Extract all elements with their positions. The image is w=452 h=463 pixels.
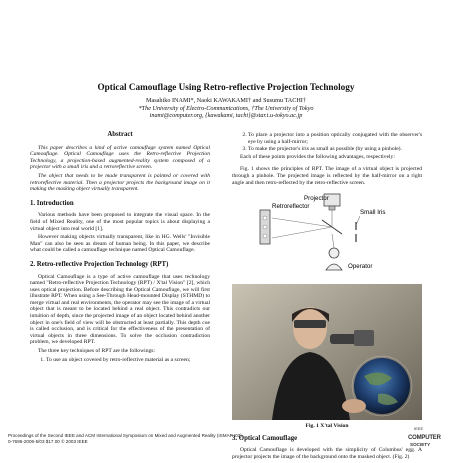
author-names: Masahiko INAMI*, Naoki KAWAKAMI† and Susumu TACHI†: [146, 97, 306, 104]
proceedings-footer: [8, 433, 388, 444]
small-iris-icon: [356, 216, 360, 242]
abstract-paragraph-1: This paper describes a kind of active camouflage system named Optical Camouflage. Optical Camouflage uses the Retro-reflective Projection Technology, a projection-based augmented-reality system composed of a projector with a small iris and a retroreflective screen.: [30, 144, 210, 171]
small-iris-label: Small Iris: [360, 209, 386, 217]
logo-line-ieee: IEEE: [414, 426, 424, 431]
ieee-computer-society-logo: [408, 420, 448, 448]
section-2-paragraph-2: The three key techniques of RPT are the followings:: [38, 348, 156, 355]
rpt-technique-list: [30, 357, 210, 364]
projector-label: Projector: [304, 195, 329, 203]
section-1-paragraph-2: However making objects virtually transparent, like in HG. Wells' "Invisible Man" can also be seen as dream of human being. In this paper, we describe what could be called a camouflage technique named Optical Camouflage.: [30, 234, 210, 254]
isbn-line: 0-7695-2006-5/03 $17.00 © 2003 IEEE: [8, 438, 88, 444]
author-affiliation: *The University of Electro-Communications, †The University of Tokyo: [138, 104, 314, 112]
xtal-vision-diagram: [232, 190, 422, 282]
section-2-paragraph-1: Optical Camouflage is a type of active camouflage that uses technology named "Retro-reflective Projection Technology (RPT) / X'tal Vision" [2], which uses optical projection. Before describing the Optical Camouflage, we will first illustrate RPT. When using a See-Through Head-mounted Display (STHMD) to merge virtual and real environments, the operator may see the image of a virtual object that is meant to be located behind a real object. This contradicts our intuition of depth, since the projected image of an object located behind another object in one's field of view will be obstructed at least partially. This depth cue is called occlusion, and is critical for the effectiveness of the presentation of virtual objects in three dimensions. To solve the occlusion contradiction problem, we developed RPT.: [30, 273, 210, 346]
section-2-heading: 2. Retro-reflective Projection Technology (RPT): [30, 260, 169, 268]
section-2-paragraph-4: Fig. 1 shows the principles of RPT. The image of a virtual object is projected through a pinhole. The projected image is reflected by the half-mirror on a right angle and then retro-reflected by the retro-reflective screen.: [232, 166, 422, 186]
figure-1-caption: Fig. 1 X'tal Vision: [305, 423, 349, 430]
abstract-paragraph-2: The object that needs to be made transparent is painted or covered with retroreflective material. Then a projector projects the background image on it making the masking object virtually transparent.: [30, 172, 210, 193]
section-3-paragraph-1: Optical Camouflage is developed with the simplicity of Columbus' egg. A projector projects the image of the background onto the masked object. (Fig. 2): [232, 447, 422, 460]
operator-label: Operator: [348, 263, 373, 271]
author-block: [40, 97, 412, 120]
rpt-technique-item-1: 1. To use an object covered by retro-reflective material as a screen;: [46, 357, 210, 364]
rpt-technique-item-3: 3. To make the projector's iris as small as possible (by using a pinhole).: [248, 146, 422, 153]
section-1-paragraph-1: Various methods have been proposed to integrate the visual space. In the field of Mixed Reality, one of the most popular topics is about displaying a virtual object into real world [1].: [30, 212, 210, 232]
logo-line-society: SOCIETY: [410, 442, 431, 447]
section-3-heading: 3. Optical Camouflage: [232, 434, 298, 442]
left-column: [30, 132, 210, 364]
section-1-heading: 1. Introduction: [30, 199, 74, 207]
section-2-paragraph-3: Each of these points provides the following advantages, respectively:: [240, 153, 395, 160]
operator-icon: [326, 234, 342, 270]
retroreflector-icon: [260, 210, 270, 244]
right-column: [232, 132, 422, 463]
figure-1-photo: [232, 284, 422, 420]
rpt-technique-item-2: 2. To place a projector into a position optically conjugated with the observer's eye by using a half-mirror;: [248, 132, 422, 145]
rpt-technique-list-continued: [232, 132, 422, 153]
proceedings-line: Proceedings of the Second IEEE and ACM International Symposium on Mixed and Augmented Reality (ISMAR '03): [8, 433, 242, 438]
author-email: inami@computer.org, {kawakami, tachi}@star.t.u-tokyo.ac.jp: [149, 112, 303, 120]
retroreflector-label: Retroreflector: [272, 203, 310, 211]
operator-photo-image: [232, 284, 422, 420]
abstract-heading: Abstract: [107, 131, 133, 138]
paper-title: Optical Camouflage Using Retro-reflective Projection Technology: [97, 82, 355, 92]
logo-line-computer: COMPUTER: [408, 435, 441, 441]
figure-1-diagram: [232, 190, 422, 282]
